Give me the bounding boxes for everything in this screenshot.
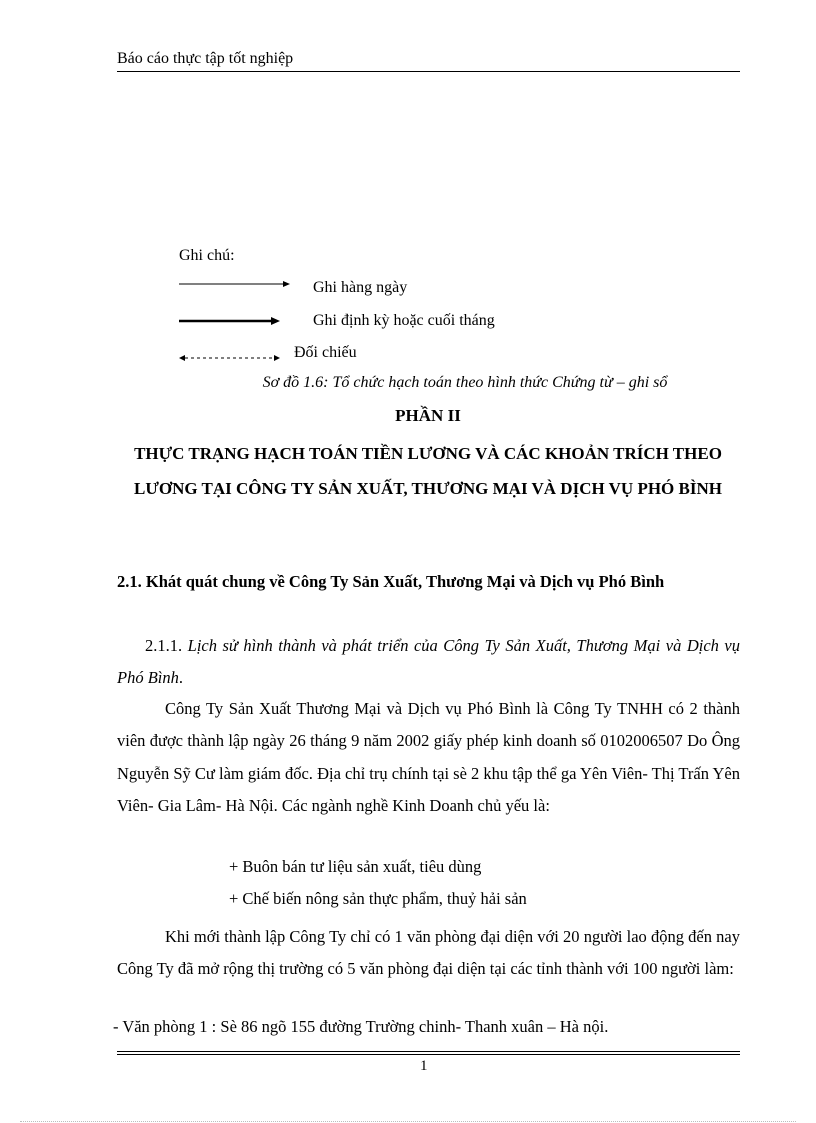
page-edge — [20, 1121, 796, 1122]
page-number: 1 — [420, 1058, 428, 1074]
subsection-title: Lịch sử hình thành và phát triển của Công Ty Sản Xuất, Thương Mại và Dịch vụ Phó Bình — [117, 636, 740, 688]
part-title: PHẦN II — [395, 406, 461, 425]
header-divider — [117, 71, 740, 72]
legend-label: Ghi hàng ngày — [313, 279, 408, 296]
legend-title: Ghi chú: — [179, 247, 235, 264]
paragraph: Khi mới thành lập Công Ty chỉ có 1 văn phòng đại diện với 20 người lao động đến nay Công Ty đã mở rộng thị trường có 5 văn phòng đại diện tại các tỉnh thành với 100 người làm: — [117, 927, 740, 979]
thin-arrow-icon — [179, 277, 291, 291]
subsection-end: . — [178, 668, 183, 688]
legend-label: Ghi định kỳ hoặc cuối tháng — [313, 312, 495, 329]
diagram-caption: Sơ đồ 1.6: Tổ chức hạch toán theo hình thức Chứng từ – ghi sổ — [262, 374, 668, 391]
page-header-title: Báo cáo thực tập tốt nghiệp — [117, 50, 294, 67]
list-item: + Chế biến nông sản thực phẩm, thuỷ hải sản — [229, 889, 527, 908]
subsection-number: 2.1.1. — [145, 636, 183, 655]
footer-divider — [117, 1054, 740, 1055]
thick-arrow-icon — [179, 314, 281, 328]
paragraph: Công Ty Sản Xuất Thương Mại và Dịch vụ Phó Bình là Công Ty TNHH có 2 thành viên được thành lập ngày 26 tháng 9 năm 2002 giấy phép kinh doanh số 0102006507 Do Ông Nguyễn Sỹ Cư làm giám đốc. Địa chỉ trụ chính tại sè 2 khu tập thể ga Yên Viên- Thị Trấn Yên Viên- Gia Lâm- Hà Nội. Các ngành nghề Kinh Doanh chủ yếu là: — [117, 699, 740, 816]
footer-divider — [117, 1051, 740, 1052]
list-item: + Buôn bán tư liệu sản xuất, tiêu dùng — [229, 857, 482, 876]
subsection-heading — [117, 630, 740, 695]
section-heading: 2.1. Khát quát chung về Công Ty Sản Xuất, Thương Mại và Dịch vụ Phó Bình — [117, 572, 665, 591]
dashed-double-arrow-icon — [179, 351, 281, 365]
office-line: - Văn phòng 1 : Sè 86 ngõ 155 đường Trường chinh- Thanh xuân – Hà nội. — [113, 1017, 609, 1036]
chapter-heading: THỰC TRẠNG HẠCH TOÁN TIỀN LƯƠNG VÀ CÁC KHOẢN TRÍCH THEO LƯƠNG TẠI CÔNG TY SẢN XUẤT, THƯƠNG MẠI VÀ DỊCH VỤ PHÓ BÌNH — [134, 444, 722, 498]
legend-label: Đối chiếu — [294, 344, 357, 361]
